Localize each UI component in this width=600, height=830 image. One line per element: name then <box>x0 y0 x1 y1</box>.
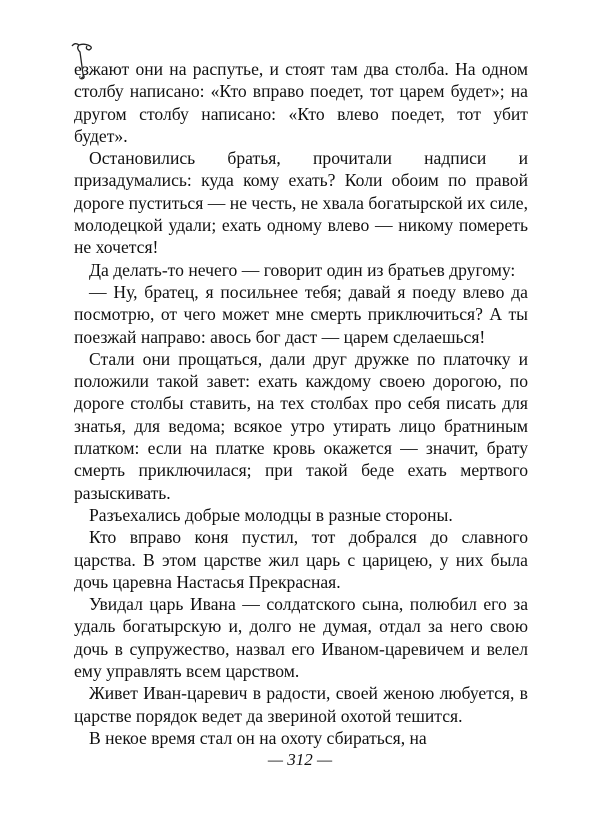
paragraph-10: В некое время стал он на охоту сбираться, на <box>89 727 427 748</box>
paragraph-4: — Ну, братец, я посильнее тебя; давай я поеду влево да посмотрю, от чего может мне смерть приключиться? А ты поезжай направо: авось бог даст — царем сделаешься! <box>74 281 528 347</box>
page-number: — 312 — <box>267 750 333 769</box>
paragraph-8: Увидал царь Ивана — солдатского сына, полюбил его за удаль богатырскую и, долго не думая, отдал за него свою дочь в супружество, назвал его Иваном-царевичем и велел ему управлять всем царством. <box>74 594 528 682</box>
paragraph-1 <box>74 58 528 147</box>
paragraph-3: Да делать-то нечего — говорит один из братьев другому: <box>89 259 516 280</box>
paragraph-1-text: езжают они на распутье, и стоят там два столба. На одном столбу написано: «Кто вправо поедет, тот царем будет»; на другом столбу написано: «Кто влево поедет, тот убит будет». <box>74 59 528 146</box>
paragraph-6: Разъехались добрые молодцы в разные стороны. <box>89 504 453 525</box>
paragraph-2: Остановились братья, прочитали надписи и призадумались: куда кому ехать? Коли обоим по правой дороге пуститься — не честь, не хвала богатырской их силе, молодецкой удали; ехать одному влево — никому помереть не хочется! <box>74 148 528 258</box>
paragraph-7: Кто вправо коня пустил, тот добрался до славного царства. В этом царстве жил царь с царицею, у них была дочь царевна Настасья Прекрасная. <box>74 527 528 592</box>
body-text <box>74 58 528 749</box>
paragraph-9: Живет Иван-царевич в радости, своей женою любуется, в царстве порядок ведет да звериной охотой тешится. <box>74 683 528 726</box>
paragraph-5: Стали они прощаться, дали друг дружке по платочку и положили такой завет: ехать каждому своею дорогою, по дороге столбы ставить, на тех столбах про себя писать для знатья, для ведома; всякое утро утирать лицо братниным платком: если на платке кровь окажется — значит, брату смерть приключилася; при такой беде ехать мертвого разыскивать. <box>74 348 528 503</box>
